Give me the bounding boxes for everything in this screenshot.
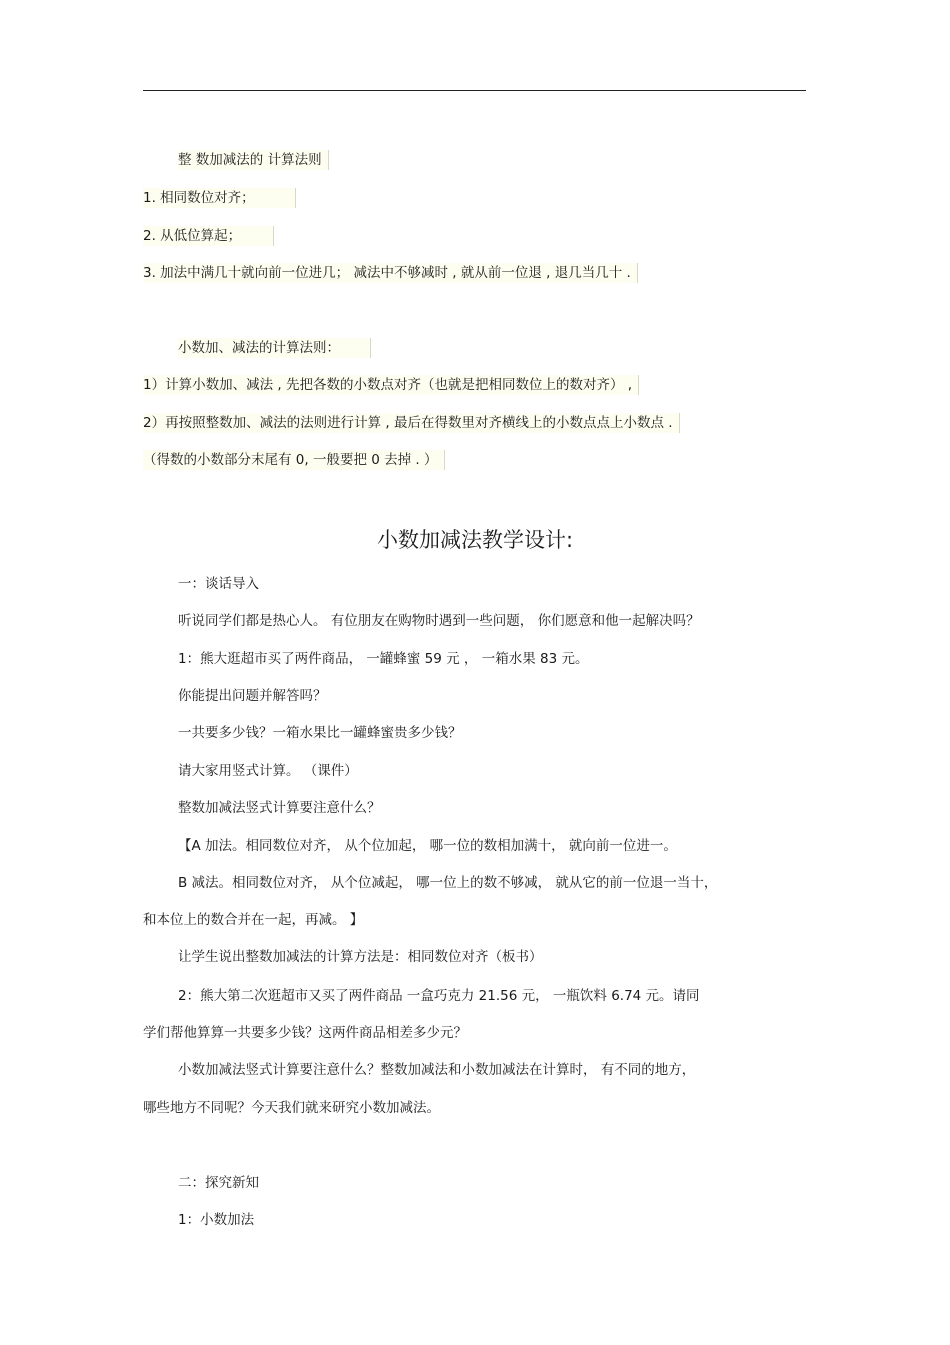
section1-line: 2：熊大第二次逛超市又买了两件商品 一盒巧克力 21.56 元， 一瓶饮料 6.74 元。请同 [178, 988, 700, 1004]
decimal-rules-heading: 小数加、减法的计算法则： [178, 338, 371, 358]
decimal-rule-1: 1）计算小数加、减法 , 先把各数的小数点对齐（也就是把相同数位上的数对齐） , [143, 375, 639, 395]
top-divider [143, 90, 806, 91]
section1-line: 【A 加法。相同数位对齐， 从个位加起， 哪一位的数相加满十， 就向前一位进一。 [178, 838, 677, 854]
section1-line: 让学生说出整数加减法的计算方法是：相同数位对齐（板书） [178, 949, 543, 965]
integer-rule-2: 2. 从低位算起； [143, 226, 274, 246]
document-title: 小数加减法教学设计: [376, 528, 574, 552]
section2-subheading: 1：小数加法 [178, 1212, 255, 1228]
section2-heading: 二：探究新知 [178, 1175, 259, 1191]
section1-line: 小数加减法竖式计算要注意什么？整数加减法和小数加减法在计算时， 有不同的地方， [178, 1062, 696, 1078]
decimal-rule-2: 2）再按照整数加、减法的法则进行计算 , 最后在得数里对齐横线上的小数点点上小数点 . [143, 413, 680, 433]
section1-line: 哪些地方不同呢？今天我们就来研究小数加减法。 [143, 1100, 440, 1116]
integer-rule-1: 1. 相同数位对齐； [143, 188, 296, 208]
decimal-rule-3: （得数的小数部分末尾有 0, 一般要把 0 去掉 . ） [143, 450, 445, 470]
section1-line: 你能提出问题并解答吗？ [178, 688, 327, 704]
section1-line: 听说同学们都是热心人。 有位朋友在购物时遇到一些问题， 你们愿意和他一起解决吗？ [178, 613, 700, 629]
section1-line: 1：熊大逛超市买了两件商品， 一罐蜂蜜 59 元 ， 一箱水果 83 元。 [178, 651, 589, 667]
section1-line: 一共要多少钱？一箱水果比一罐蜂蜜贵多少钱？ [178, 725, 462, 741]
section1-line: 请大家用竖式计算。 （课件） [178, 763, 358, 779]
section1-line: B 减法。相同数位对齐， 从个位减起， 哪一位上的数不够减， 就从它的前一位退一当十， [178, 875, 718, 891]
section1-line: 整数加减法竖式计算要注意什么？ [178, 800, 381, 816]
integer-rules-heading: 整 数加减法的 计算法则 [178, 150, 329, 170]
integer-rule-3: 3. 加法中满几十就向前一位进几； 减法中不够减时 , 就从前一位退 , 退几当几十 . [143, 263, 638, 283]
section1-line: 学们帮他算算一共要多少钱？这两件商品相差多少元？ [143, 1025, 467, 1041]
section1-heading: 一：谈话导入 [178, 576, 259, 592]
section1-line: 和本位上的数合并在一起，再减。 】 [143, 912, 364, 928]
